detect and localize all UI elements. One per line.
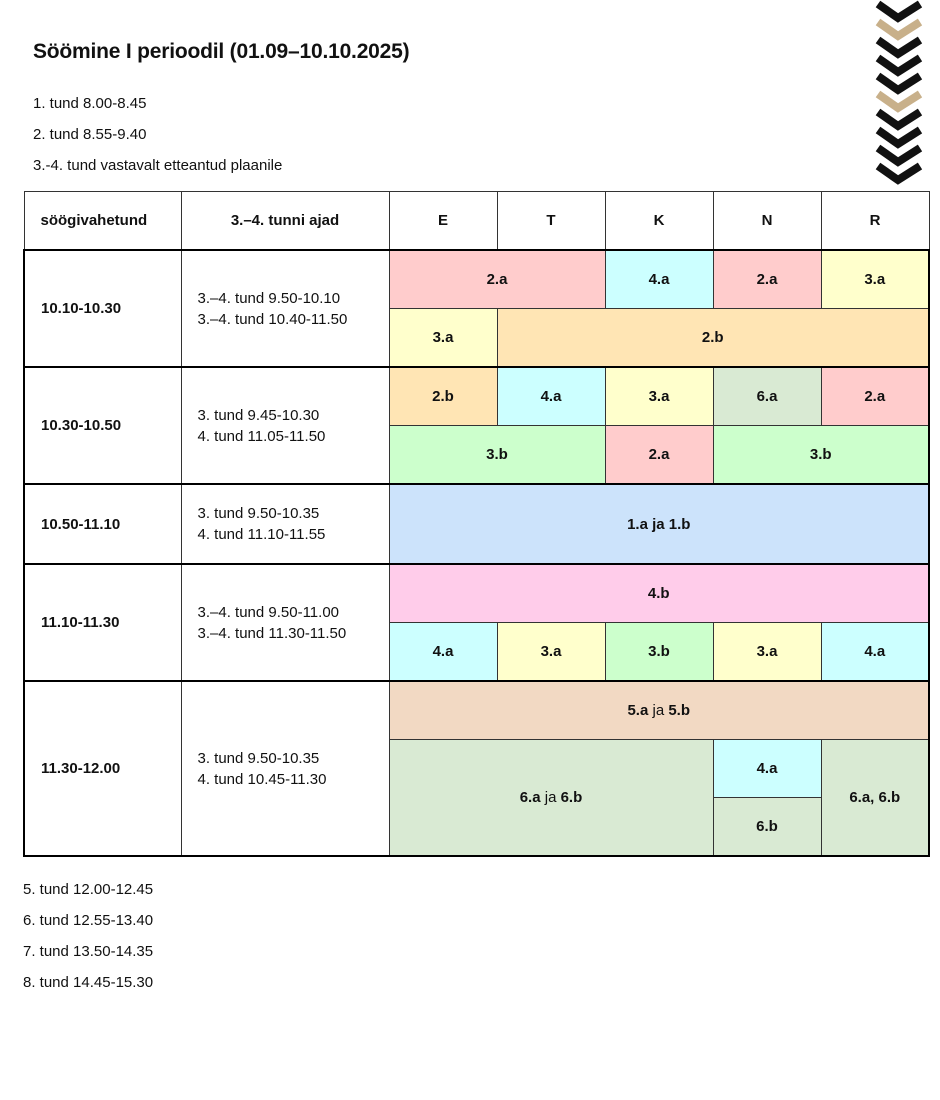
class-cell: 3.b bbox=[713, 426, 929, 485]
class-cell: 2.a bbox=[821, 367, 929, 426]
outro-line: 7. tund 13.50-14.35 bbox=[23, 943, 154, 960]
class-cell: 4.a bbox=[713, 740, 821, 798]
lesson-time-line: 3.–4. tund 11.30-11.50 bbox=[197, 624, 347, 642]
class-cell: 2.a bbox=[713, 250, 821, 309]
outro-line: 8. tund 14.45-15.30 bbox=[23, 974, 154, 991]
lesson-times bbox=[181, 681, 389, 856]
class-cell: 3.a bbox=[821, 250, 929, 309]
class-cell: 6.a, 6.b bbox=[821, 740, 929, 857]
class-cell: 1.a ja 1.b bbox=[389, 484, 929, 564]
class-cell: 3.a bbox=[713, 623, 821, 682]
class-cell bbox=[389, 740, 713, 857]
lunch-slot: 10.50-11.10 bbox=[24, 484, 181, 564]
header-day: T bbox=[497, 192, 605, 251]
class-cell: 4.b bbox=[389, 564, 929, 623]
lunch-schedule-table bbox=[23, 191, 930, 857]
conjunction: ja bbox=[652, 702, 665, 719]
class-label: 5.a bbox=[627, 702, 649, 719]
lesson-times bbox=[181, 484, 389, 564]
intro-line: 1. tund 8.00-8.45 bbox=[33, 95, 147, 112]
lesson-time-line: 3.–4. tund 9.50-10.10 bbox=[197, 289, 341, 307]
header-day: N bbox=[713, 192, 821, 251]
lesson-time-line: 4. tund 10.45-11.30 bbox=[197, 770, 327, 788]
lesson-times bbox=[181, 367, 389, 484]
class-cell: 2.b bbox=[497, 309, 929, 368]
header-day: E bbox=[389, 192, 497, 251]
page-title: Söömine I perioodil (01.09–10.10.2025) bbox=[33, 40, 410, 63]
lesson-time-line: 4. tund 11.05-11.50 bbox=[197, 427, 326, 445]
lesson-times bbox=[181, 564, 389, 681]
header-day: R bbox=[821, 192, 929, 251]
header-slot: söögivahetund bbox=[24, 192, 181, 251]
class-cell: 4.a bbox=[497, 367, 605, 426]
class-cell: 2.b bbox=[389, 367, 497, 426]
class-cell: 3.a bbox=[605, 367, 713, 426]
class-cell: 2.a bbox=[605, 426, 713, 485]
header-times: 3.–4. tunni ajad bbox=[181, 192, 389, 251]
class-label: 6.b bbox=[560, 789, 583, 806]
class-cell: 6.a bbox=[713, 367, 821, 426]
lunch-slot: 10.30-10.50 bbox=[24, 367, 181, 484]
class-cell: 3.a bbox=[497, 623, 605, 682]
lesson-time-line: 3.–4. tund 10.40-11.50 bbox=[197, 310, 348, 328]
lunch-slot: 11.10-11.30 bbox=[24, 564, 181, 681]
class-cell: 2.a bbox=[389, 250, 605, 309]
intro-line: 3.-4. tund vastavalt etteantud plaanile bbox=[33, 157, 283, 174]
lesson-time-line: 3. tund 9.50-10.35 bbox=[197, 505, 320, 522]
class-label: 5.b bbox=[668, 702, 691, 719]
class-cell: 6.b bbox=[713, 798, 821, 857]
lunch-slot: 11.30-12.00 bbox=[24, 681, 181, 856]
class-cell: 4.a bbox=[821, 623, 929, 682]
class-cell bbox=[389, 681, 929, 740]
lesson-time-line: 3.–4. tund 9.50-11.00 bbox=[197, 603, 340, 621]
intro-line: 2. tund 8.55-9.40 bbox=[33, 126, 147, 143]
lunch-slot: 10.10-10.30 bbox=[24, 250, 181, 367]
class-cell: 4.a bbox=[605, 250, 713, 309]
chevron-pattern-decoration bbox=[868, 0, 932, 195]
outro-line: 6. tund 12.55-13.40 bbox=[23, 912, 154, 929]
conjunction: ja bbox=[544, 789, 557, 806]
lesson-time-line: 3. tund 9.50-10.35 bbox=[197, 749, 320, 767]
class-cell: 3.b bbox=[605, 623, 713, 682]
lesson-times bbox=[181, 250, 389, 367]
class-cell: 3.b bbox=[389, 426, 605, 485]
lesson-time-line: 4. tund 11.10-11.55 bbox=[197, 526, 326, 543]
class-cell: 4.a bbox=[389, 623, 497, 682]
class-cell: 3.a bbox=[389, 309, 497, 368]
class-label: 6.a bbox=[519, 789, 541, 806]
outro-line: 5. tund 12.00-12.45 bbox=[23, 881, 154, 898]
header-day: K bbox=[605, 192, 713, 251]
lesson-time-line: 3. tund 9.45-10.30 bbox=[197, 406, 320, 424]
